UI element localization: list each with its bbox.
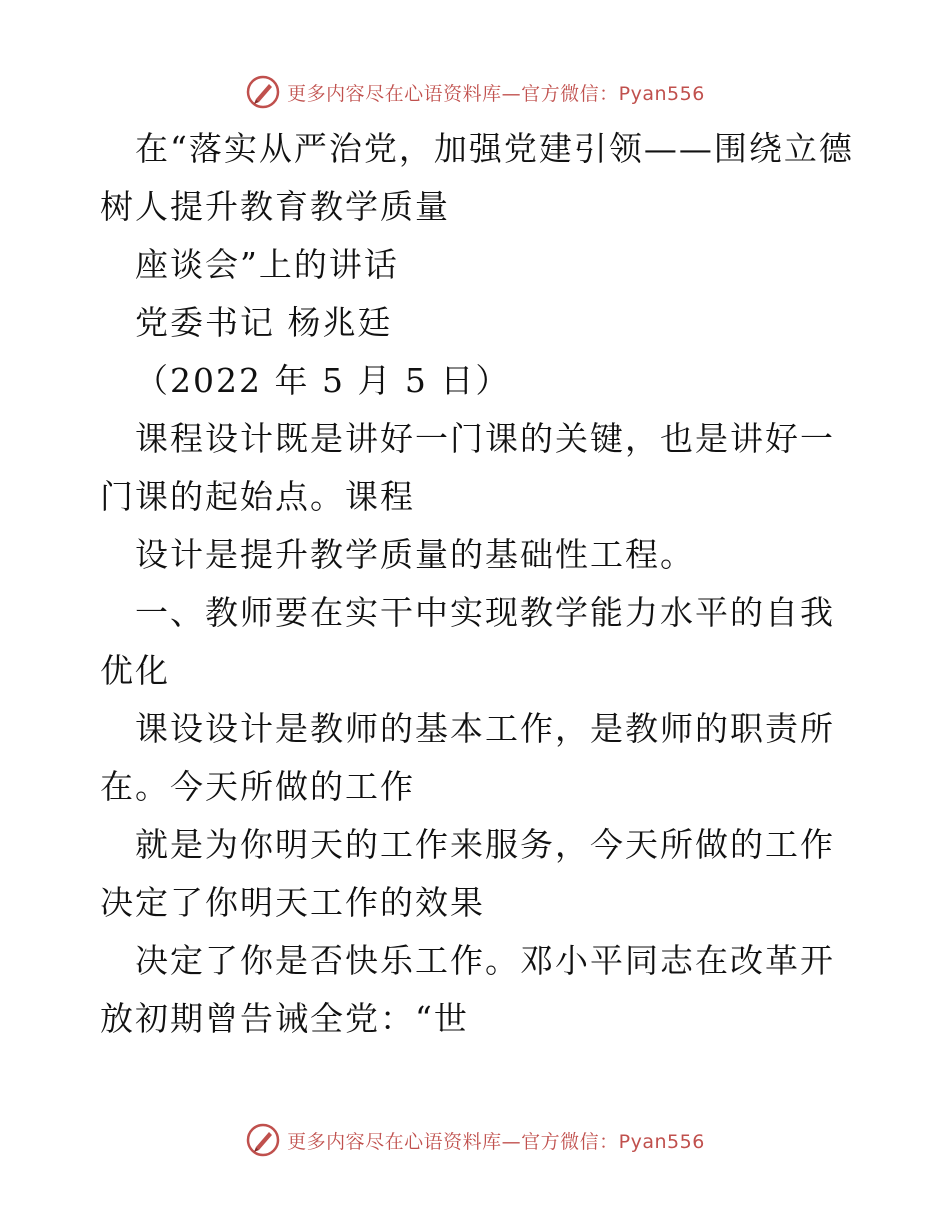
- paragraph: 一、教师要在实干中实现教学能力水平的自我优化: [100, 593, 835, 690]
- paragraph: 党委书记 杨兆廷: [135, 303, 393, 342]
- paragraph: 课设设计是教师的基本工作，是教师的职责所在。今天所做的工作: [100, 709, 835, 806]
- paragraph: 课程设计既是讲好一门课的关键，也是讲好一门课的起始点。课程: [100, 419, 835, 516]
- paragraph: 决定了你是否快乐工作。邓小平同志在改革开放初期曾告诫全党：“世: [100, 941, 835, 1038]
- document-body: [100, 120, 860, 1048]
- watermark-text: 更多内容尽在心语资料库—官方微信：Pyan556: [287, 82, 705, 105]
- header-watermark: [0, 70, 950, 114]
- pen-logo-icon: [245, 74, 281, 110]
- watermark-text: 更多内容尽在心语资料库—官方微信：Pyan556: [287, 1130, 705, 1153]
- paragraph: 座谈会”上的讲话: [135, 245, 399, 284]
- paragraph: 设计是提升教学质量的基础性工程。: [135, 535, 695, 574]
- pen-logo-icon: [245, 1122, 281, 1158]
- paragraph: （2022 年 5 月 5 日）: [135, 361, 511, 400]
- paragraph: 在“落实从严治党，加强党建引领——围绕立德树人提升教育教学质量: [100, 129, 854, 226]
- paragraph: 就是为你明天的工作来服务，今天所做的工作决定了你明天工作的效果: [100, 825, 835, 922]
- footer-watermark: [0, 1118, 950, 1162]
